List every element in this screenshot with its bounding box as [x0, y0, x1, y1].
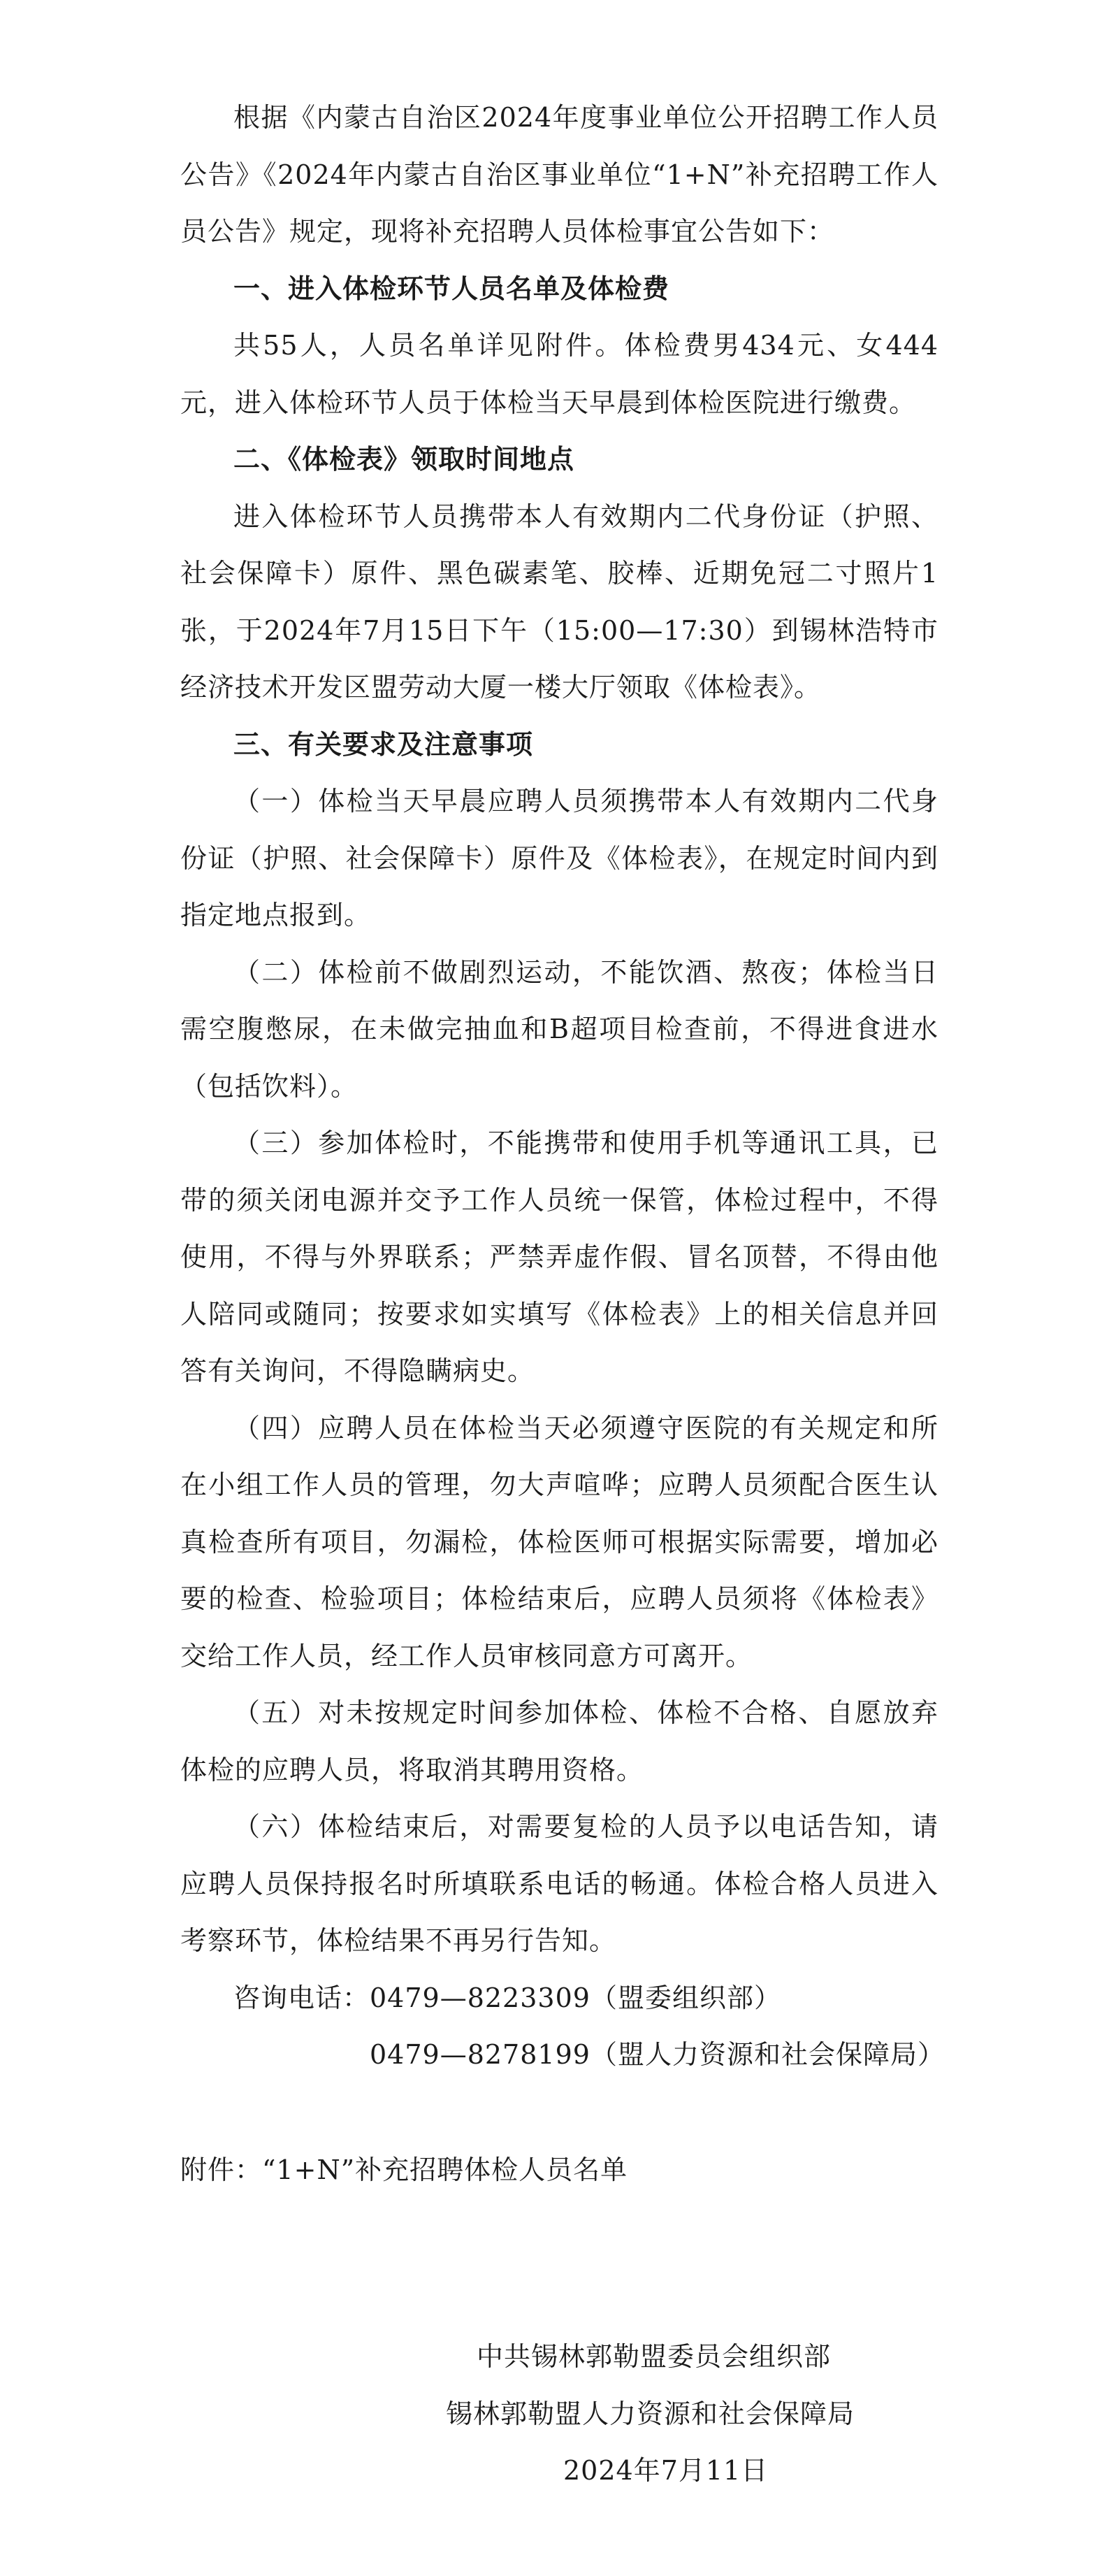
signature-org-2: 锡林郭勒盟人力资源和社会保障局	[446, 2398, 855, 2429]
signature-block	[0, 2329, 1109, 2500]
contact-phone-line-2: 0479—8278199（盟人力资源和社会保障局）	[370, 2039, 945, 2070]
requirement-item-2: （二）体检前不做剧烈运动，不能饮酒、熬夜；体检当日需空腹憋尿，在未做完抽血和B超项目检查前，不得进食进水（包括饮料）。	[180, 956, 938, 1102]
requirement-item-4: （四）应聘人员在体检当天必须遵守医院的有关规定和所在小组工作人员的管理，勿大声喧哗；应聘人员须配合医生认真检查所有项目，勿漏检，体检医师可根据实际需要，增加必要的检查、检验项目；体检结束后，应聘人员须将《体检表》交给工作人员，经工作人员审核同意方可离开。	[180, 1412, 938, 1671]
document-body	[180, 89, 945, 2199]
section1-paragraph: 共55人，人员名单详见附件。体检费男434元、女444元，进入体检环节人员于体检当天早晨到体检医院进行缴费。	[180, 330, 938, 418]
signature-org-1: 中共锡林郭勒盟委员会组织部	[477, 2341, 832, 2372]
section3-heading: 三、有关要求及注意事项	[233, 728, 534, 760]
section1-heading: 一、进入体检环节人员名单及体检费	[233, 273, 670, 304]
signature-date: 2024年7月11日	[563, 2455, 769, 2486]
section2-heading: 二、《体检表》领取时间地点	[233, 444, 575, 475]
attachment-line: 附件：“1+N”补充招聘体检人员名单	[180, 2154, 628, 2185]
requirement-item-5: （五）对未按规定时间参加体检、体检不合格、自愿放弃体检的应聘人员，将取消其聘用资格。	[180, 1697, 938, 1785]
requirement-item-3: （三）参加体检时，不能携带和使用手机等通讯工具，已带的须关闭电源并交予工作人员统一保管，体检过程中，不得使用，不得与外界联系；严禁弄虚作假、冒名顶替，不得由他人陪同或随同；按要求如实填写《体检表》上的相关信息并回答有关询问，不得隐瞒病史。	[180, 1128, 938, 1386]
intro-paragraph: 根据《内蒙古自治区2024年度事业单位公开招聘工作人员公告》《2024年内蒙古自治区事业单位“1+N”补充招聘工作人员公告》规定，现将补充招聘人员体检事宜公告如下：	[180, 102, 938, 247]
section2-paragraph: 进入体检环节人员携带本人有效期内二代身份证（护照、社会保障卡）原件、黑色碳素笔、胶棒、近期免冠二寸照片1张，于2024年7月15日下午（15:00—17:30）到锡林浩特市经济技术开发区盟劳动大厦一楼大厅领取《体检表》。	[180, 501, 938, 703]
contact-phone-line-1: 咨询电话：0479—8223309（盟委组织部）	[233, 1982, 781, 2013]
requirement-item-6: （六）体检结束后，对需要复检的人员予以电话告知，请应聘人员保持报名时所填联系电话的畅通。体检合格人员进入考察环节，体检结果不再另行告知。	[180, 1811, 938, 1956]
requirement-item-1: （一）体检当天早晨应聘人员须携带本人有效期内二代身份证（护照、社会保障卡）原件及《体检表》，在规定时间内到指定地点报到。	[180, 786, 938, 930]
